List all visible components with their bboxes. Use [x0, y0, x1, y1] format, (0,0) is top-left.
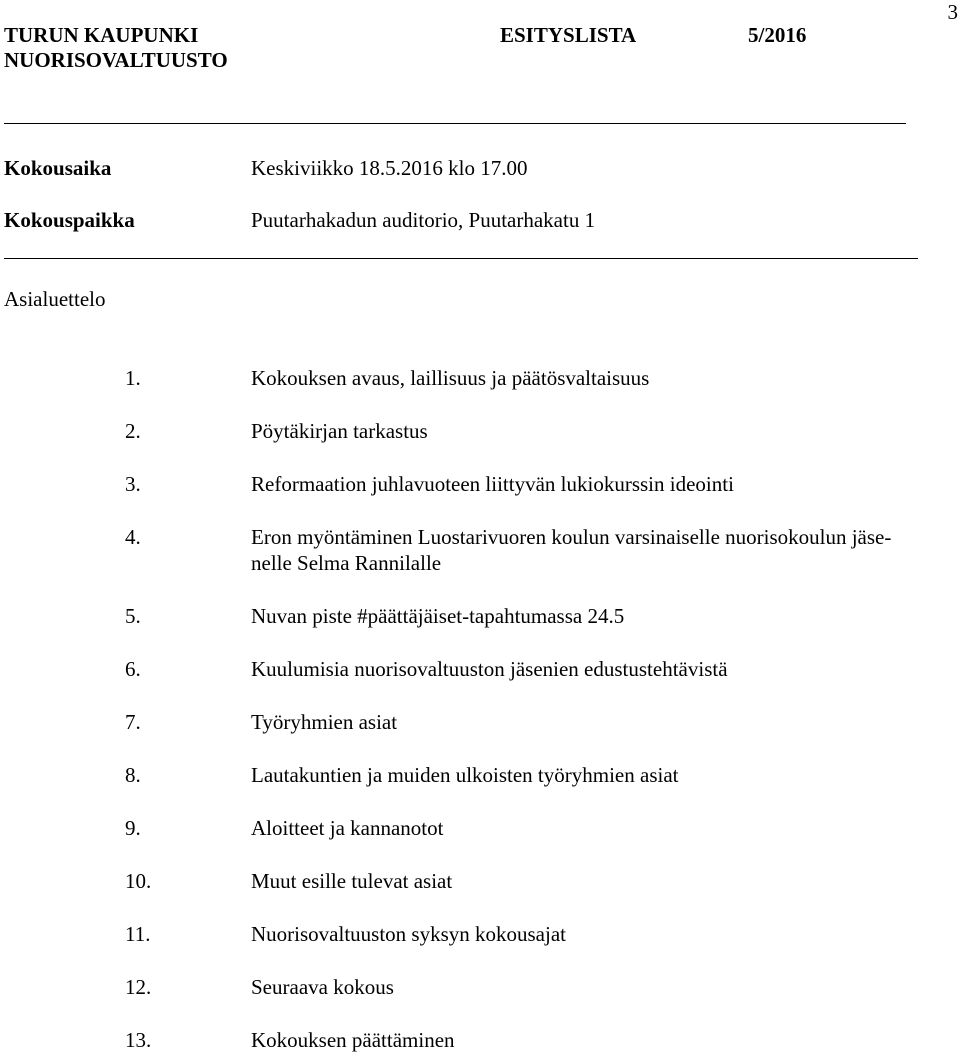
agenda-item-text-line: Eron myöntäminen Luostarivuoren koulun varsinaiselle nuorisokoulun jäse- [251, 525, 892, 549]
agenda-item-text-line: Työryhmien asiat [251, 710, 398, 734]
agenda-item-number: 8. [125, 763, 141, 787]
agenda-title: Asialuettelo [4, 287, 106, 311]
meeting-divider [4, 258, 918, 259]
agenda-item-text [251, 1027, 951, 1053]
agenda-item-number: 10. [125, 869, 152, 893]
agenda-item-text [251, 603, 951, 629]
agenda-item-text [251, 921, 951, 947]
agenda-item-text-line: Seuraava kokous [251, 975, 394, 999]
meeting-place-value: Puutarhakadun auditorio, Puutarhakatu 1 [251, 208, 596, 232]
agenda-item-text-line: Kuulumisia nuorisovaltuuston jäsenien edustustehtävistä [251, 657, 728, 681]
agenda-item-text [251, 471, 951, 497]
agenda-item-text [251, 365, 951, 391]
agenda-item-text [251, 762, 951, 788]
agenda-item-text-line: Pöytäkirjan tarkastus [251, 419, 428, 443]
agenda-item-number: 4. [125, 525, 141, 549]
agenda-item-number: 11. [125, 922, 151, 946]
organization-name: TURUN KAUPUNKI [4, 23, 199, 47]
agenda-item-text [251, 868, 951, 894]
agenda-item-text-line: Lautakuntien ja muiden ulkoisten työryhmien asiat [251, 763, 679, 787]
header-divider [4, 123, 906, 124]
agenda-item-text-line: Reformaation juhlavuoteen liittyvän lukiokurssin ideointi [251, 472, 734, 496]
agenda-item-text-line: Muut esille tulevat asiat [251, 869, 453, 893]
agenda-item-number: 3. [125, 472, 141, 496]
agenda-item-number: 5. [125, 604, 141, 628]
agenda-item-number: 7. [125, 710, 141, 734]
agenda-item-text-line: Aloitteet ja kannanotot [251, 816, 444, 840]
agenda-item-text [251, 524, 951, 576]
meeting-time-value: Keskiviikko 18.5.2016 klo 17.00 [251, 156, 528, 180]
agenda-item-text [251, 656, 951, 682]
agenda-item-text-line: Nuvan piste #päättäjäiset-tapahtumassa 24.5 [251, 604, 625, 628]
agenda-item-text-line: nelle Selma Rannilalle [251, 551, 442, 575]
agenda-item-text-line: Nuorisovaltuuston syksyn kokousajat [251, 922, 566, 946]
agenda-item-number: 12. [125, 975, 152, 999]
agenda-item-number: 2. [125, 419, 141, 443]
agenda-item-number: 1. [125, 366, 141, 390]
agenda-item-number: 9. [125, 816, 141, 840]
agenda-item-number: 13. [125, 1028, 152, 1052]
body-name: NUORISOVALTUUSTO [4, 48, 228, 72]
agenda-item-text-line: Kokouksen päättäminen [251, 1028, 455, 1052]
agenda-item-text [251, 815, 951, 841]
page-number: 3 [947, 0, 958, 24]
agenda-item-text-line: Kokouksen avaus, laillisuus ja päätösvaltaisuus [251, 366, 650, 390]
agenda-item-number: 6. [125, 657, 141, 681]
meeting-place-label: Kokouspaikka [4, 208, 135, 232]
agenda-item-text [251, 974, 951, 1000]
document-number: 5/2016 [748, 23, 807, 47]
meeting-time-label: Kokousaika [4, 156, 112, 180]
agenda-item-text [251, 418, 951, 444]
agenda-item-text [251, 709, 951, 735]
document-type: ESITYSLISTA [500, 23, 637, 47]
